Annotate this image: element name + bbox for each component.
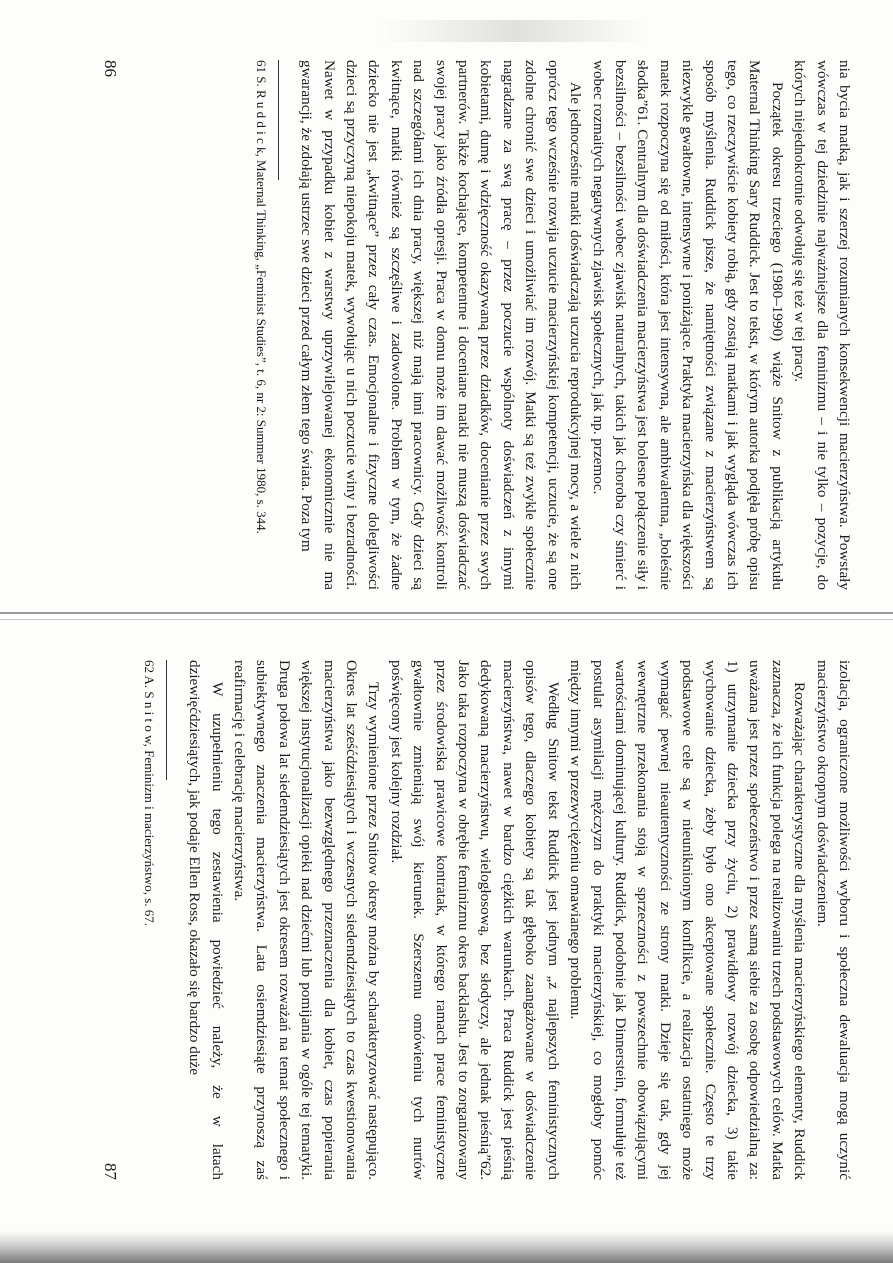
page-87-body xyxy=(183,660,855,1180)
page-number: 86 xyxy=(101,60,120,77)
paragraph: izolacja, ograniczone możliwości wyboru i społeczna dewaluacja mogą uczynić macierzyństwo okropnym doświadczeniem. xyxy=(813,660,853,1180)
footnote-62: 62 A. S n i t o w, Feminizm i macierzyństwo, s. 67. xyxy=(141,660,157,926)
page-gutter-line xyxy=(0,612,893,614)
paragraph: W uzupełnieniu tego zestawienia powiedzieć należy, że w latach dziewięćdziesiątych, jak podaje Ellen Ross, okazało się bardzo duże xyxy=(186,660,226,1180)
page-number: 87 xyxy=(101,1163,120,1180)
scan-edge-bottom xyxy=(0,1231,893,1263)
paragraph: Początek okresu trzeciego (1980–1990) wiąże Snitow z publikacją artykułu Maternal Thinking Sary Ruddick. Jest to tekst, w którym autorka podjęła próbę opisu tego, co rzeczywiście kobiety robią, gdy zostają matkami i jak wygląda wówczas ich sposób myślenia. Ruddick pisze, że namiętności związane z macierzyństwem są niezwykle gwałtowne, intensywne i poniżające. Praktyka macierzyńska dla większości matek rozpoczyna się od miłości, która jest intensywna, ale ambiwalentna, „boleśnie słodka”61. Centralnym dla doświadczenia macierzyństwa jest bolesne połączenie siły i bezsilności – bezsilności wobec zjawisk naturalnych, takich jak choroba czy śmierć i wobec rozmaitych negatywnych zjawisk społecznych, jak np. przemoc. xyxy=(589,60,786,590)
paragraph: Trzy wymienione przez Snitow okresy można by scharakteryzować następująco. Okres lat sześćdziesiątych i wczesnych siedemdziesiątych to czas kwestionowania macierzyństwa jako bezwzględnego przeznaczenia dla kobiet, czas popierania większej instytucjonalizacji opieki nad dziećmi lub pomijania w ogóle tej tematyki. Druga połowa lat siedemdziesiątych jest okresem rozważań na temat społecznego i subiektywnego znaczenia macierzyństwa. Lata osiemdziesiąte przynoszą zaś reafirmację i celebrację macierzyństwa. xyxy=(231,660,383,1180)
page-86 xyxy=(65,60,855,590)
footnote-rule xyxy=(166,660,167,780)
scan-shadow-top xyxy=(380,20,650,42)
paragraph: nia bycia matką, jak i szerzej rozumianych konsekwencji macierzyństwa. Powstały wówczas w tej dziedzinie najważniejsze dla feminizmu – i nie tylko – pozycje, do których niejednokrotnie odwołuję się też w tej pracy. xyxy=(791,60,853,590)
paragraph: Rozważając charakterystyczne dla myślenia macierzyńskiego elementy, Ruddick zaznacza, że ich funkcja polega na realizowaniu trzech podstawowych celów. Matka uważana jest przez społeczeństwo i przez samą siebie za osobę odpowiedzialną za: 1) utrzymanie dziecka przy życiu, 2) prawidłowy rozwój dziecka, 3) takie wychowanie dziecka, żeby było ono akceptowane społecznie. Często te trzy podstawowe cele są w nieuniknionym konflikcie, a realizacja ostatniego może wymagać pewnej nieautentyczności ze strony matki. Dzieje się tak, gdy jej wewnętrzne przekonania stoją w sprzeczności z powszechnie obowiązującymi wartościami dominującej kultury. Ruddick, podobnie jak Dinnerstein, formułuje też postulat asymilacji mężczyzn do praktyki macierzyńskiej, co mogłoby pomóc między innymi w przezwyciężeniu omawianego problemu. xyxy=(567,660,809,1180)
footnote-rule xyxy=(278,60,279,180)
paragraph: Według Snitow tekst Ruddick jest jednym „z najlepszych feministycznych opisów tego, dlaczego kobiety są tak głęboko zaangażowane w doświadczenie macierzyństwa, nawet w bardzo ciężkich warunkach. Praca Ruddick jest pieśnią dedykowaną macierzyństwu, wielogłosową, bez słodyczy, ale jednak pieśnią”62. Jako taka rozpoczyna w obrębie feminizmu okres backlashu. Jest to zorganizowany przez środowiska prawicowe kontratak, w którego ramach prace feministyczne gwałtownie zmieniają swój kierunek. Szerszemu omówieniu tych nurtów poświęcony jest kolejny rozdział. xyxy=(387,660,562,1180)
paragraph: Ale jednocześnie matki doświadczają uczucia reprodukcyjnej mocy, a wiele z nich oprócz tego wcześnie rozwija uczucie macierzyńskiej kompetencji, uczucie, że są one zdolne chronić swe dzieci i umożliwiać im rozwój. Matki są też zwykle społecznie nagradzane za swą pracę – przez poczucie wspólnoty doświadczeń z innymi kobietami, dumę i wdzięczność okazywaną przez dziadków, docenianie przez swych partnerów. Także kochające, kompetentne i doceniane matki nie muszą doświadczać swojej pracy jako źródła opresji. Praca w domu może im dawać możliwość kontroli nad szczegółami ich dnia pracy, większej niż mają inni pracownicy. Gdy dzieci są kwitnące, matki również są szczęśliwe i zadowolone. Problem w tym, że żadne dziecko nie jest „kwitnące” przez cały czas. Emocjonalne i fizyczne dolegliwości dzieci są przyczyną niepokoju matek, wywołując u nich poczucie winy i bezradności. Nawet w przypadku kobiet z warstwy uprzywilejowanej ekonomicznie nie ma gwarancji, że zdołają ustrzec swe dzieci przed całym złem tego świata. Poza tym xyxy=(298,60,585,590)
footnote-61: 61 S. R u d d i c k, Maternal Thinking, „Feminist Studies”, t. 6, nr 2: Summer 1980, s. 344. xyxy=(253,60,269,534)
page-87 xyxy=(65,660,855,1180)
page-86-body xyxy=(295,60,855,590)
page-gutter-line-secondary xyxy=(0,619,893,620)
